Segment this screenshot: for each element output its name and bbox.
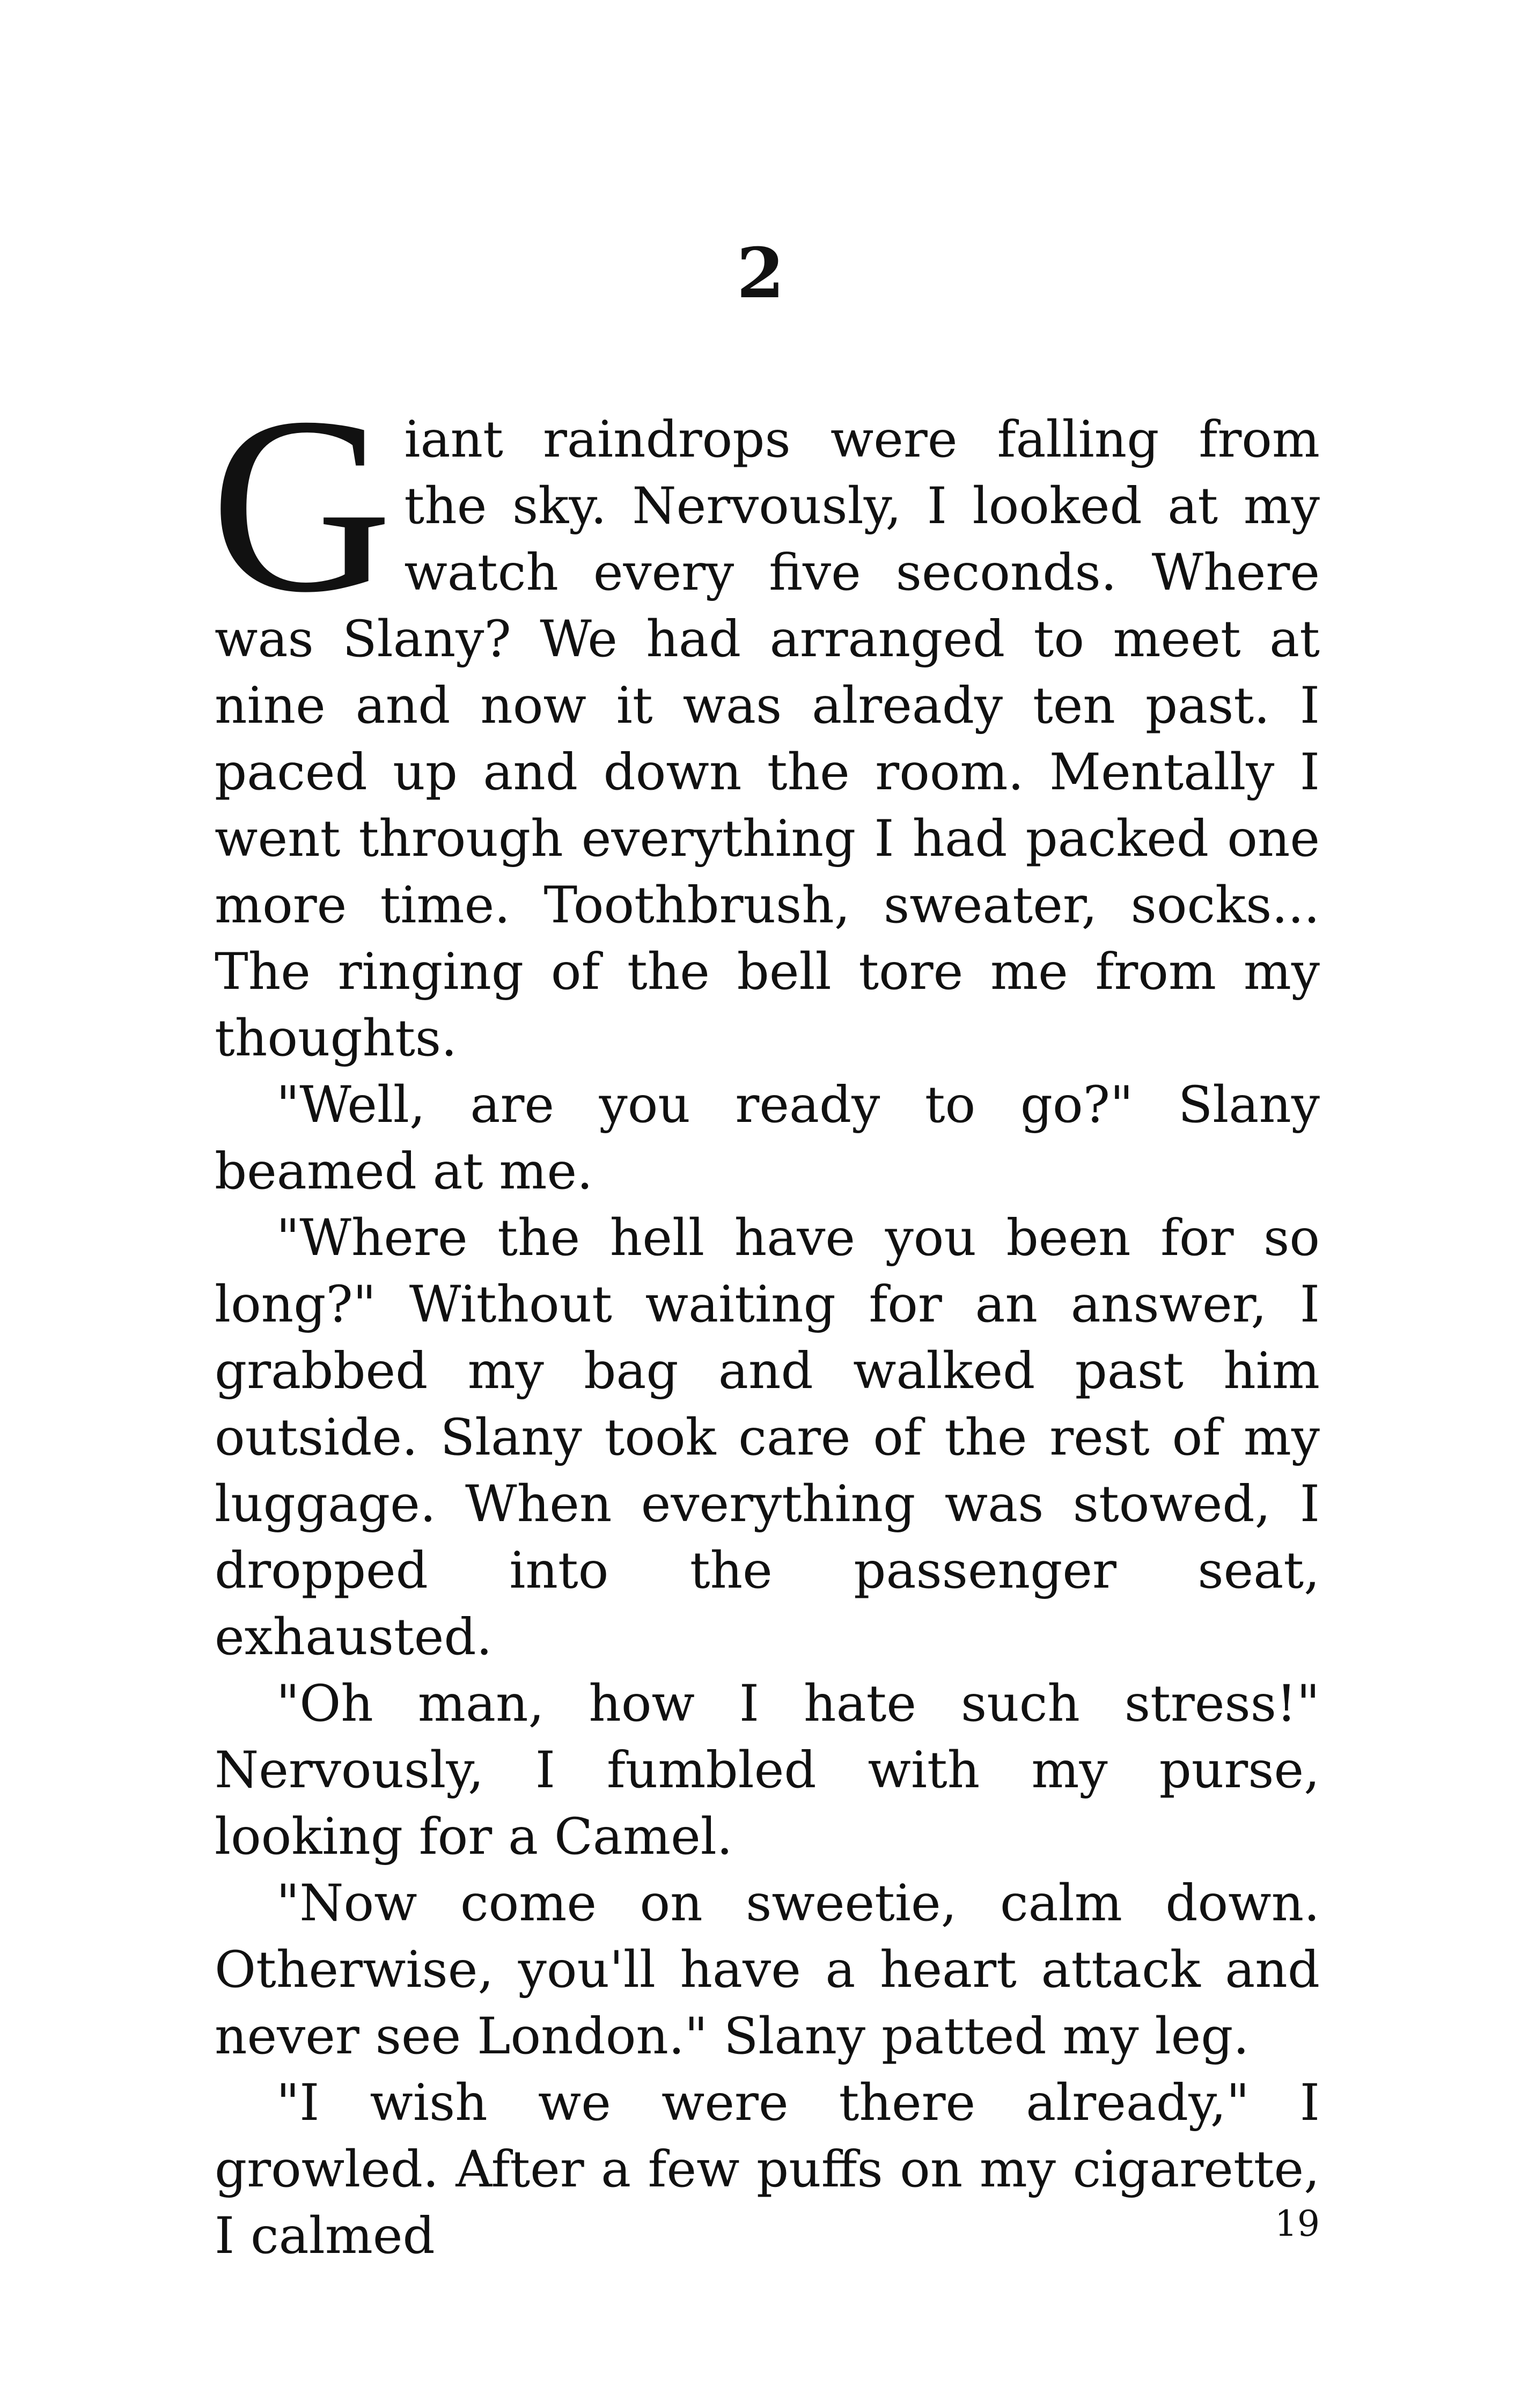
paragraph: "Now come on sweetie, calm down. Otherwise, you'll have a heart attack and never see London." Slany patted my leg.	[215, 1874, 1320, 2066]
page-number: 19	[1275, 2203, 1320, 2244]
body-text	[210, 365, 1320, 2270]
paragraph: "Where the hell have you been for so long?" Without waiting for an answer, I grabbed my bag and walked past him outside. Slany took care of the rest of my luggage. When everything was stowed, I dropped into the passenger seat, exhausted.	[215, 1209, 1320, 1666]
paragraph: "I wish we were there already," I growled. After a few puffs on my cigarette, I calmed	[215, 2074, 1320, 2265]
paragraph: "Oh man, how I hate such stress!" Nervously, I fumbled with my purse, looking for a Camel.	[215, 1675, 1320, 1866]
drop-cap: G	[210, 365, 393, 644]
chapter-number: 2	[736, 233, 785, 314]
opening-paragraph	[210, 365, 1320, 1072]
paragraph-text: iant raindrops were falling from the sky. Nervously, I looked at my watch every five seconds. Where was Slany? We had arranged to meet at nine and now it was already ten past. I paced up and down the room. Mentally I went through everything I had packed one more time. Toothbrush, sweater, socks... The ringing of the bell tore me from my thoughts.	[215, 410, 1320, 1068]
paragraph: "Well, are you ready to go?" Slany beamed at me.	[215, 1076, 1320, 1201]
